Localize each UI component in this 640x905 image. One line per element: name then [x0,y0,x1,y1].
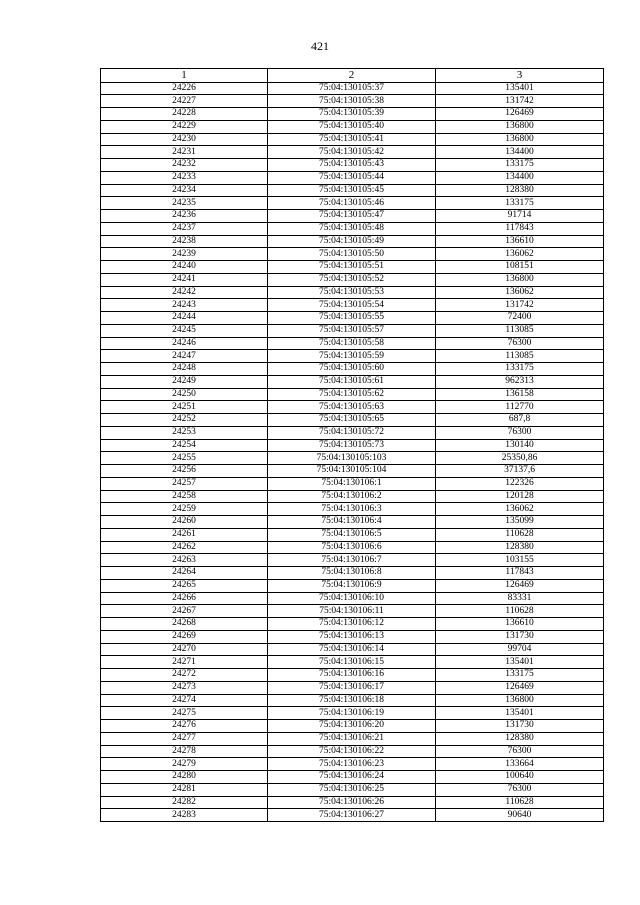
table-row [101,758,604,771]
row-number-cell: 24245 [101,324,268,337]
value-cell: 131730 [436,720,604,733]
value-cell: 76300 [436,745,604,758]
table-row [101,261,604,274]
table-row [101,171,604,184]
cadastral-number-cell: 75:04:130106:1 [268,477,436,490]
cadastral-number-cell: 75:04:130105:51 [268,261,436,274]
cadastral-number-cell: 75:04:130105:38 [268,95,436,108]
value-cell: 126469 [436,108,604,121]
cadastral-number-cell: 75:04:130105:72 [268,426,436,439]
cadastral-number-cell: 75:04:130106:25 [268,783,436,796]
row-number-cell: 24247 [101,350,268,363]
table-row [101,605,604,618]
cadastral-number-cell: 75:04:130105:44 [268,171,436,184]
cadastral-number-cell: 75:04:130106:15 [268,656,436,669]
row-number-cell: 24275 [101,707,268,720]
value-cell: 128380 [436,732,604,745]
row-number-cell: 24240 [101,261,268,274]
cadastral-number-cell: 75:04:130106:27 [268,809,436,822]
cadastral-number-cell: 75:04:130106:19 [268,707,436,720]
row-number-cell: 24253 [101,426,268,439]
value-cell: 90640 [436,809,604,822]
row-number-cell: 24256 [101,465,268,478]
cadastral-number-cell: 75:04:130106:21 [268,732,436,745]
row-number-cell: 24226 [101,82,268,95]
table-row [101,694,604,707]
row-number-cell: 24268 [101,618,268,631]
value-cell: 133175 [436,197,604,210]
table-row [101,108,604,121]
column-header-1: 1 [101,69,268,83]
table-row [101,363,604,376]
table-row [101,669,604,682]
cadastral-number-cell: 75:04:130105:50 [268,248,436,261]
cadastral-number-cell: 75:04:130105:39 [268,108,436,121]
table-row [101,618,604,631]
row-number-cell: 24254 [101,439,268,452]
table-row [101,720,604,733]
row-number-cell: 24273 [101,681,268,694]
cadastral-number-cell: 75:04:130105:54 [268,299,436,312]
value-cell: 117843 [436,222,604,235]
table-row [101,337,604,350]
value-cell: 100640 [436,771,604,784]
row-number-cell: 24244 [101,312,268,325]
cadastral-number-cell: 75:04:130105:65 [268,414,436,427]
cadastral-number-cell: 75:04:130105:104 [268,465,436,478]
cadastral-number-cell: 75:04:130105:58 [268,337,436,350]
cadastral-number-cell: 75:04:130106:8 [268,567,436,580]
row-number-cell: 24235 [101,197,268,210]
value-cell: 687,8 [436,414,604,427]
cadastral-number-cell: 75:04:130105:52 [268,273,436,286]
cadastral-number-cell: 75:04:130106:6 [268,541,436,554]
value-cell: 136610 [436,235,604,248]
table-row [101,222,604,235]
row-number-cell: 24267 [101,605,268,618]
cadastral-number-cell: 75:04:130105:42 [268,146,436,159]
value-cell: 134400 [436,171,604,184]
row-number-cell: 24229 [101,120,268,133]
table-row [101,656,604,669]
table-row [101,426,604,439]
row-number-cell: 24227 [101,95,268,108]
row-number-cell: 24276 [101,720,268,733]
value-cell: 131742 [436,95,604,108]
cadastral-number-cell: 75:04:130105:49 [268,235,436,248]
column-header-2: 2 [268,69,436,83]
value-cell: 83331 [436,592,604,605]
table-row [101,324,604,337]
table-row [101,796,604,809]
table-row [101,541,604,554]
table-row [101,528,604,541]
value-cell: 113085 [436,350,604,363]
table-row [101,235,604,248]
row-number-cell: 24259 [101,503,268,516]
value-cell: 120128 [436,490,604,503]
cadastral-number-cell: 75:04:130105:43 [268,159,436,172]
cadastral-number-cell: 75:04:130105:46 [268,197,436,210]
row-number-cell: 24264 [101,567,268,580]
cadastral-number-cell: 75:04:130106:23 [268,758,436,771]
row-number-cell: 24242 [101,286,268,299]
table-row [101,388,604,401]
value-cell: 135401 [436,707,604,720]
value-cell: 133175 [436,159,604,172]
cadastral-number-cell: 75:04:130105:45 [268,184,436,197]
cadastral-number-cell: 75:04:130106:26 [268,796,436,809]
value-cell: 136800 [436,694,604,707]
cadastral-number-cell: 75:04:130106:7 [268,554,436,567]
row-number-cell: 24233 [101,171,268,184]
table-row [101,490,604,503]
row-number-cell: 24281 [101,783,268,796]
value-cell: 135099 [436,516,604,529]
table-row [101,95,604,108]
table-row [101,286,604,299]
value-cell: 962313 [436,375,604,388]
row-number-cell: 24257 [101,477,268,490]
row-number-cell: 24262 [101,541,268,554]
row-number-cell: 24251 [101,401,268,414]
cadastral-number-cell: 75:04:130106:20 [268,720,436,733]
cadastral-number-cell: 75:04:130106:11 [268,605,436,618]
table-row [101,771,604,784]
value-cell: 136062 [436,248,604,261]
row-number-cell: 24250 [101,388,268,401]
table-row [101,783,604,796]
cadastral-number-cell: 75:04:130106:18 [268,694,436,707]
row-number-cell: 24239 [101,248,268,261]
cadastral-number-cell: 75:04:130106:17 [268,681,436,694]
table-row [101,567,604,580]
table-row [101,465,604,478]
row-number-cell: 24279 [101,758,268,771]
value-cell: 91714 [436,210,604,223]
value-cell: 136800 [436,120,604,133]
table-row [101,745,604,758]
row-number-cell: 24234 [101,184,268,197]
value-cell: 128380 [436,541,604,554]
table-row [101,210,604,223]
table-row [101,248,604,261]
table-row [101,312,604,325]
cadastral-number-cell: 75:04:130106:5 [268,528,436,541]
value-cell: 76300 [436,337,604,350]
cadastral-number-cell: 75:04:130105:103 [268,452,436,465]
value-cell: 131742 [436,299,604,312]
row-number-cell: 24261 [101,528,268,541]
cadastral-number-cell: 75:04:130105:55 [268,312,436,325]
row-number-cell: 24278 [101,745,268,758]
cadastral-number-cell: 75:04:130106:2 [268,490,436,503]
cadastral-number-cell: 75:04:130105:59 [268,350,436,363]
table-row [101,579,604,592]
value-cell: 113085 [436,324,604,337]
value-cell: 133664 [436,758,604,771]
cadastral-number-cell: 75:04:130105:73 [268,439,436,452]
value-cell: 76300 [436,783,604,796]
table-row [101,503,604,516]
value-cell: 128380 [436,184,604,197]
row-number-cell: 24274 [101,694,268,707]
cadastral-number-cell: 75:04:130106:16 [268,669,436,682]
value-cell: 136062 [436,503,604,516]
cadastral-number-cell: 75:04:130106:13 [268,630,436,643]
row-number-cell: 24272 [101,669,268,682]
table-row [101,681,604,694]
value-cell: 112770 [436,401,604,414]
row-number-cell: 24282 [101,796,268,809]
table-row [101,350,604,363]
table-row [101,273,604,286]
cadastral-number-cell: 75:04:130106:9 [268,579,436,592]
cadastral-number-cell: 75:04:130105:61 [268,375,436,388]
value-cell: 110628 [436,605,604,618]
row-number-cell: 24258 [101,490,268,503]
cadastral-number-cell: 75:04:130105:48 [268,222,436,235]
cadastral-number-cell: 75:04:130106:10 [268,592,436,605]
row-number-cell: 24249 [101,375,268,388]
row-number-cell: 24241 [101,273,268,286]
cadastral-number-cell: 75:04:130106:22 [268,745,436,758]
value-cell: 99704 [436,643,604,656]
table-row [101,120,604,133]
value-cell: 133175 [436,669,604,682]
table-body [101,82,604,822]
value-cell: 117843 [436,567,604,580]
table-row [101,414,604,427]
row-number-cell: 24248 [101,363,268,376]
value-cell: 136800 [436,133,604,146]
value-cell: 76300 [436,426,604,439]
cadastral-number-cell: 75:04:130105:63 [268,401,436,414]
cadastral-number-cell: 75:04:130106:24 [268,771,436,784]
table-row [101,554,604,567]
table-row [101,592,604,605]
data-table [100,68,604,822]
row-number-cell: 24280 [101,771,268,784]
value-cell: 136610 [436,618,604,631]
value-cell: 103155 [436,554,604,567]
table-header [101,69,604,83]
value-cell: 136158 [436,388,604,401]
table-row [101,439,604,452]
cadastral-number-cell: 75:04:130105:37 [268,82,436,95]
table-row [101,732,604,745]
cadastral-number-cell: 75:04:130105:47 [268,210,436,223]
row-number-cell: 24252 [101,414,268,427]
cadastral-number-cell: 75:04:130105:60 [268,363,436,376]
table-header-row [101,69,604,83]
row-number-cell: 24231 [101,146,268,159]
table-row [101,197,604,210]
value-cell: 133175 [436,363,604,376]
row-number-cell: 24265 [101,579,268,592]
value-cell: 126469 [436,579,604,592]
value-cell: 135401 [436,656,604,669]
row-number-cell: 24255 [101,452,268,465]
row-number-cell: 24237 [101,222,268,235]
column-header-3: 3 [436,69,604,83]
value-cell: 126469 [436,681,604,694]
table-row [101,133,604,146]
table-row [101,516,604,529]
table-row [101,299,604,312]
cadastral-number-cell: 75:04:130105:57 [268,324,436,337]
row-number-cell: 24263 [101,554,268,567]
row-number-cell: 24238 [101,235,268,248]
value-cell: 110628 [436,796,604,809]
value-cell: 122326 [436,477,604,490]
value-cell: 130140 [436,439,604,452]
row-number-cell: 24232 [101,159,268,172]
row-number-cell: 24266 [101,592,268,605]
row-number-cell: 24260 [101,516,268,529]
table-row [101,477,604,490]
row-number-cell: 24283 [101,809,268,822]
cadastral-number-cell: 75:04:130106:12 [268,618,436,631]
table-row [101,184,604,197]
row-number-cell: 24246 [101,337,268,350]
page-number: 421 [311,39,329,53]
cadastral-number-cell: 75:04:130105:40 [268,120,436,133]
table-row [101,630,604,643]
table-row [101,452,604,465]
cadastral-number-cell: 75:04:130105:53 [268,286,436,299]
table-row [101,159,604,172]
value-cell: 25350,86 [436,452,604,465]
cadastral-number-cell: 75:04:130106:4 [268,516,436,529]
value-cell: 136062 [436,286,604,299]
value-cell: 72400 [436,312,604,325]
table-row [101,643,604,656]
value-cell: 135401 [436,82,604,95]
table-row [101,146,604,159]
value-cell: 134400 [436,146,604,159]
value-cell: 37137,6 [436,465,604,478]
cadastral-number-cell: 75:04:130106:14 [268,643,436,656]
table-row [101,809,604,822]
row-number-cell: 24243 [101,299,268,312]
row-number-cell: 24269 [101,630,268,643]
cadastral-number-cell: 75:04:130105:62 [268,388,436,401]
table-row [101,707,604,720]
row-number-cell: 24270 [101,643,268,656]
value-cell: 136800 [436,273,604,286]
table-row [101,401,604,414]
row-number-cell: 24271 [101,656,268,669]
value-cell: 131730 [436,630,604,643]
cadastral-number-cell: 75:04:130106:3 [268,503,436,516]
row-number-cell: 24236 [101,210,268,223]
value-cell: 108151 [436,261,604,274]
row-number-cell: 24277 [101,732,268,745]
row-number-cell: 24228 [101,108,268,121]
row-number-cell: 24230 [101,133,268,146]
cadastral-number-cell: 75:04:130105:41 [268,133,436,146]
value-cell: 110628 [436,528,604,541]
table-row [101,375,604,388]
table-row [101,82,604,95]
